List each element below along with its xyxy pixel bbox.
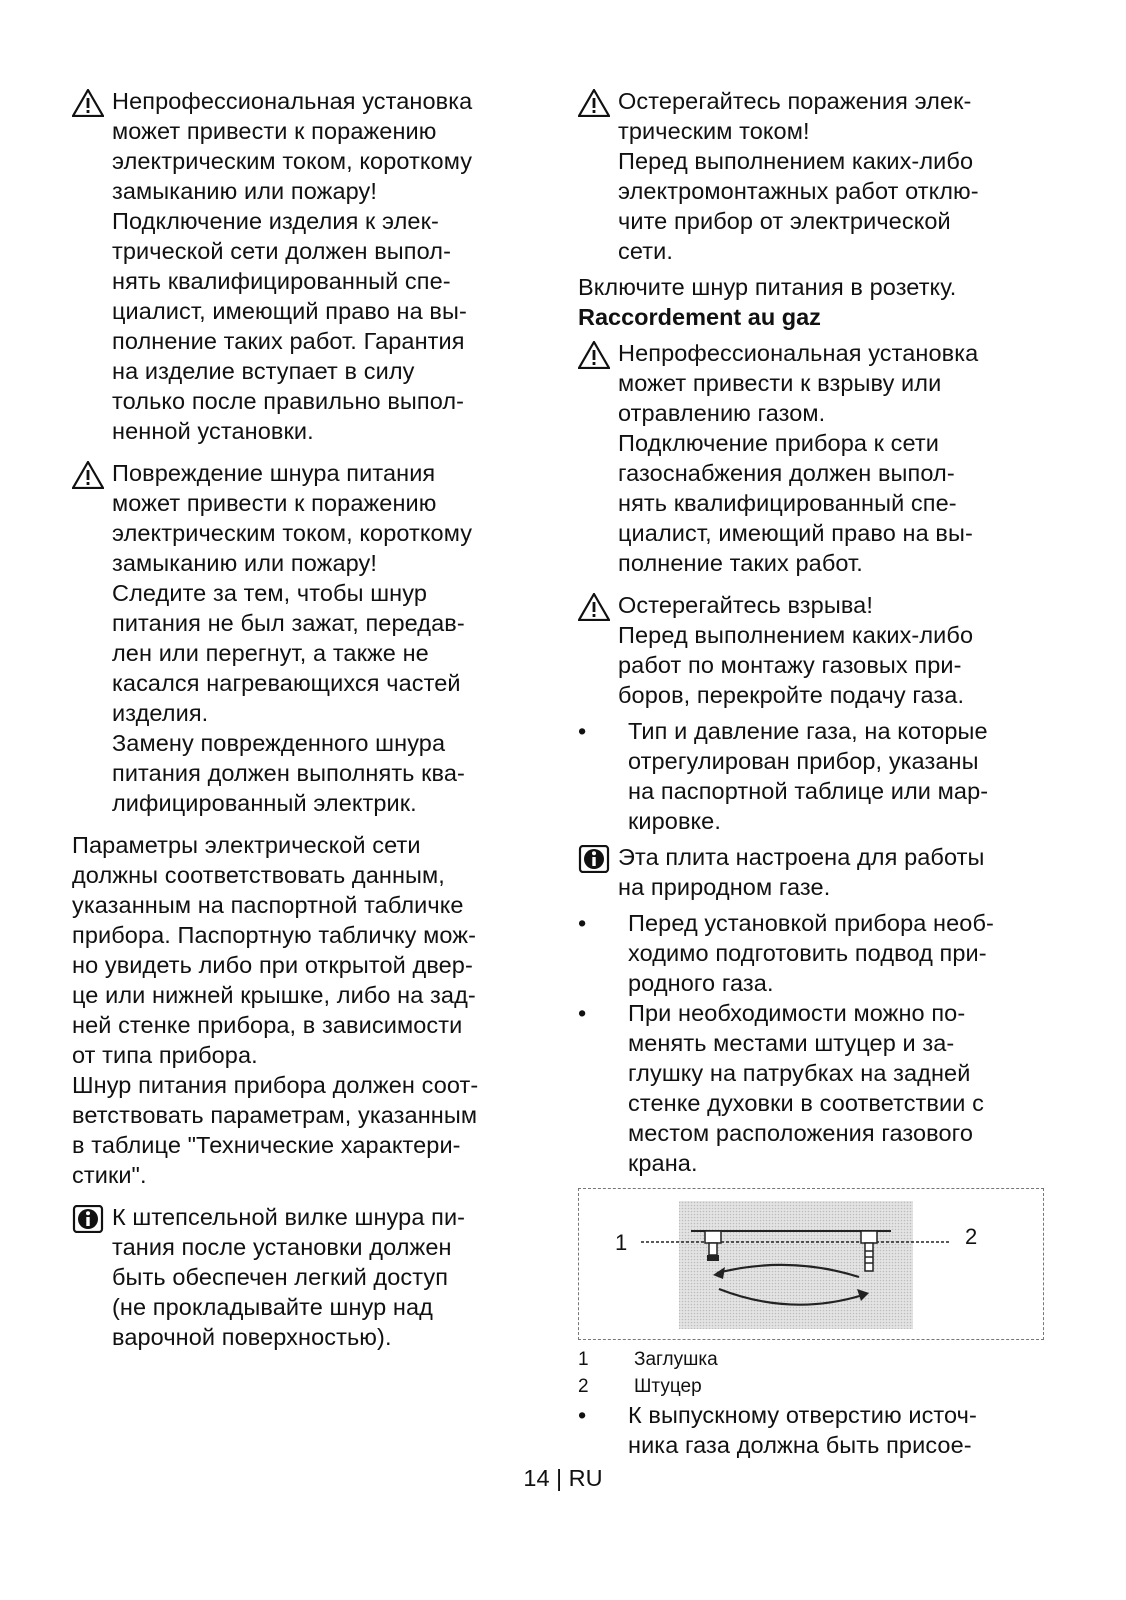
- bullet-marker: •: [578, 910, 587, 936]
- text-line: родного газа.: [628, 970, 774, 996]
- warning-text: [618, 86, 1058, 266]
- bullet-gas-type: [578, 716, 1058, 836]
- bullet-text: [628, 716, 1058, 836]
- warning-text: [618, 338, 1058, 578]
- text-line: ненной установки.: [112, 418, 314, 444]
- text-line: кировке.: [628, 808, 721, 834]
- figure-label-2: 2: [965, 1224, 978, 1249]
- text-line: быть обеспечен легкий доступ: [112, 1264, 449, 1290]
- bullet-text: [628, 908, 1058, 998]
- text-line: Перед выполнением каких-либо: [618, 622, 974, 648]
- text-line: от типа прибора.: [72, 1042, 258, 1068]
- left-column: [72, 86, 542, 1352]
- text-line: трической сети должен выпол-: [112, 238, 452, 264]
- section-heading: Raccordement au gaz: [578, 304, 821, 330]
- text-line: боров, перекройте подачу газа.: [618, 682, 965, 708]
- warning-triangle-icon: [578, 89, 610, 117]
- text-line: це или нижней крышке, либо на зад-: [72, 982, 476, 1008]
- plug-instruction: Включите шнур питания в розетку.: [578, 274, 957, 300]
- text-line: Подключение прибора к сети: [618, 430, 939, 456]
- warning-triangle-icon: [72, 89, 104, 117]
- text-line: циалист, имеющий право на вы-: [112, 298, 467, 324]
- text-line: ветствовать параметрам, указанным: [72, 1102, 478, 1128]
- text-line: ней стенке прибора, в зависимости: [72, 1012, 463, 1038]
- text-line: на паспортной таблице или мар-: [628, 778, 989, 804]
- text-line: может привести к поражению: [112, 490, 437, 516]
- right-column: [578, 86, 1058, 1460]
- text-line: стики".: [72, 1162, 147, 1188]
- info-natural-gas: [578, 842, 1058, 902]
- warning-gas-installation: [578, 338, 1058, 578]
- info-icon: [72, 1205, 104, 1233]
- text-line: питания должен выполнять ква-: [112, 760, 465, 786]
- electrical-parameters-paragraph: [72, 830, 542, 1190]
- warning-installation: [72, 86, 542, 446]
- text-line: может привести к поражению: [112, 118, 437, 144]
- warning-text: [618, 590, 1058, 710]
- text-line: прибора. Паспортную табличку мож-: [72, 922, 477, 948]
- text-line: нять квалифицированный спе-: [112, 268, 451, 294]
- text-line: должны соответствовать данным,: [72, 862, 445, 888]
- text-line: местом расположения газового: [628, 1120, 973, 1146]
- info-plug-access: [72, 1202, 542, 1352]
- text-line: Повреждение шнура питания: [112, 460, 436, 486]
- text-line: газоснабжения должен выпол-: [618, 460, 955, 486]
- text-line: на природном газе.: [618, 874, 831, 900]
- text-line: ника газа должна быть присое-: [628, 1432, 972, 1458]
- bullet-swap-fittings: [578, 998, 1058, 1178]
- info-text: [618, 842, 1058, 902]
- legend-number: 2: [578, 1376, 589, 1397]
- text-line: лифицированный электрик.: [112, 790, 417, 816]
- figure-label-1: 1: [615, 1230, 628, 1255]
- figure-legend: [578, 1346, 1058, 1400]
- legend-item: [578, 1346, 1058, 1373]
- legend-item: [578, 1373, 1058, 1400]
- text-line: лен или перегнут, а также не: [112, 640, 429, 666]
- text-line: менять местами штуцер и за-: [628, 1030, 955, 1056]
- text-line: замыканию или пожару!: [112, 550, 378, 576]
- text-line: изделия.: [112, 700, 209, 726]
- bullet-text: [628, 1400, 1058, 1460]
- text-line: Тип и давление газа, на которые: [628, 718, 988, 744]
- text-line: указанным на паспортной табличке: [72, 892, 464, 918]
- text-line: чите прибор от электрической: [618, 208, 951, 234]
- warning-electric-shock: [578, 86, 1058, 266]
- text-line: электрическим током, короткому: [112, 148, 473, 174]
- text-line: стенке духовки в соответствии с: [628, 1090, 984, 1116]
- text-line: Остерегайтесь поражения элек-: [618, 88, 972, 114]
- text-line: полнение таких работ. Гарантия: [112, 328, 465, 354]
- bullet-gas-outlet: [578, 1400, 1058, 1460]
- text-line: Перед установкой прибора необ-: [628, 910, 994, 936]
- info-icon: [578, 845, 610, 873]
- text-line: (не прокладывайте шнур над: [112, 1294, 433, 1320]
- info-text: [112, 1202, 542, 1352]
- bullet-marker: •: [578, 1402, 587, 1428]
- text-line: ходимо подготовить подвод при-: [628, 940, 987, 966]
- text-line: полнение таких работ.: [618, 550, 863, 576]
- bullet-marker: •: [578, 718, 587, 744]
- fitting-swap-figure: [578, 1188, 1044, 1340]
- text-line: работ по монтажу газовых при-: [618, 652, 962, 678]
- text-line: может привести к взрыву или: [618, 370, 942, 396]
- text-line: нять квалифицированный спе-: [618, 490, 957, 516]
- text-line: крана.: [628, 1150, 698, 1176]
- text-line: касался нагревающихся частей: [112, 670, 461, 696]
- legend-number: 1: [578, 1349, 589, 1370]
- text-line: но увидеть либо при открытой двер-: [72, 952, 473, 978]
- text-line: К выпускному отверстию источ-: [628, 1402, 977, 1428]
- warning-triangle-icon: [578, 341, 610, 369]
- text-line: питания не был зажат, передав-: [112, 610, 465, 636]
- text-line: Эта плита настроена для работы: [618, 844, 985, 870]
- text-line: Подключение изделия к элек-: [112, 208, 439, 234]
- text-line: Перед выполнением каких-либо: [618, 148, 974, 174]
- legend-text: Заглушка: [634, 1349, 718, 1370]
- text-line: тания после установки должен: [112, 1234, 452, 1260]
- text-line: Непрофессиональная установка: [112, 88, 473, 114]
- fitting-swap-diagram: [579, 1189, 1043, 1339]
- warning-text: [112, 86, 542, 446]
- text-line: электрическим током, короткому: [112, 520, 473, 546]
- warning-triangle-icon: [72, 461, 104, 489]
- text-line: Параметры электрической сети: [72, 832, 421, 858]
- text-line: сети.: [618, 238, 673, 264]
- text-line: Шнур питания прибора должен соот-: [72, 1072, 479, 1098]
- bullet-text: [628, 998, 1058, 1178]
- bullet-marker: •: [578, 1000, 587, 1026]
- text-line: только после правильно выпол-: [112, 388, 465, 414]
- text-line: замыканию или пожару!: [112, 178, 378, 204]
- text-line: на изделие вступает в силу: [112, 358, 415, 384]
- text-line: циалист, имеющий право на вы-: [618, 520, 973, 546]
- legend-text: Штуцер: [634, 1376, 702, 1397]
- text-line: отрегулирован прибор, указаны: [628, 748, 979, 774]
- warning-explosion: [578, 590, 1058, 710]
- text-line: глушку на патрубках на задней: [628, 1060, 971, 1086]
- text-line: электромонтажных работ отклю-: [618, 178, 979, 204]
- text-line: К штепсельной вилке шнура пи-: [112, 1204, 466, 1230]
- warning-power-cord: [72, 458, 542, 818]
- text-line: Непрофессиональная установка: [618, 340, 979, 366]
- page-number: 14 | RU: [523, 1465, 603, 1491]
- text-line: При необходимости можно по-: [628, 1000, 966, 1026]
- warning-text: [112, 458, 542, 818]
- text-line: трическим током!: [618, 118, 810, 144]
- text-line: Следите за тем, чтобы шнур: [112, 580, 428, 606]
- text-line: варочной поверхностью).: [112, 1324, 392, 1350]
- text-line: Остерегайтесь взрыва!: [618, 592, 873, 618]
- bullet-prepare-supply: [578, 908, 1058, 998]
- text-line: отравлению газом.: [618, 400, 826, 426]
- text-line: Замену поврежденного шнура: [112, 730, 446, 756]
- text-line: в таблице "Технические характери-: [72, 1132, 461, 1158]
- warning-triangle-icon: [578, 593, 610, 621]
